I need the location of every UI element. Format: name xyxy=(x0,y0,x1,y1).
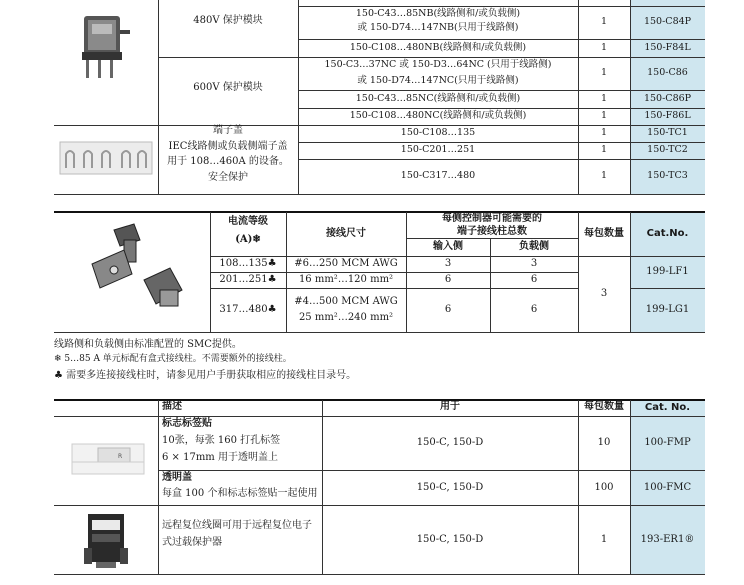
header-cat-no: Cat.No. xyxy=(646,228,689,240)
cat-cell: 150-C86P xyxy=(643,92,692,104)
note-line: ♣ 需要多连接接线柱时，请参见用户手册获取相应的接线柱目录号。 xyxy=(54,370,357,381)
rating-cell: 317…480♣ xyxy=(219,304,277,316)
label-600v: 600V 保护模块 xyxy=(193,81,263,93)
terminal-cover-desc-line: IEC线路侧或负载侧端子盖 xyxy=(168,140,288,152)
item-title: 透明盖 xyxy=(162,472,192,484)
terminal-cover-desc-line: 用于 108…460A 的设备。 xyxy=(167,155,289,167)
load-cell: 6 xyxy=(530,274,538,286)
part-cell: 150-C3…37NC 或 150-D3…64NC (只用于线路侧) xyxy=(324,58,552,70)
rating-cell: 108…135♣ xyxy=(219,258,277,270)
marker-labels-image xyxy=(68,440,148,478)
cat-cell: 150-TC2 xyxy=(647,144,688,156)
item-desc-line: 每盒 100 个和标志标签贴一起使用 xyxy=(162,488,318,500)
input-cell: 6 xyxy=(444,304,452,316)
part-cell: 150-C108…135 xyxy=(400,127,476,139)
note-line: 线路侧和负载侧由标准配置的 SMC提供。 xyxy=(54,339,242,350)
rating-cell: 201…251♣ xyxy=(219,274,277,286)
input-cell: 3 xyxy=(444,258,452,270)
cat-cell: 193-ER1® xyxy=(640,533,695,545)
part-cell: 150-C108…480NB(线路侧和/或负载侧) xyxy=(349,41,527,53)
cat-cell: 199-LG1 xyxy=(645,304,690,316)
wire-cell: 25 mm²…240 mm² xyxy=(298,312,394,324)
header-wire-size: 接线尺寸 xyxy=(326,228,366,240)
item-desc-line: 6 × 17mm 用于透明盖上 xyxy=(162,452,278,464)
qty-cell: 1 xyxy=(600,92,608,104)
part-cell: 150-C43…85NC(线路侧和/或负载侧) xyxy=(355,92,521,104)
qty-cell: 10 xyxy=(597,437,611,449)
header-current-rating: 电流等级 xyxy=(228,216,268,228)
cat-cell: 199-LF1 xyxy=(646,266,689,278)
qty-cell: 1 xyxy=(600,127,608,139)
used-for-cell: 150-C, 150-D xyxy=(416,437,484,449)
cat-cell: 100-FMC xyxy=(643,481,692,493)
header-cat-no: Cat. No. xyxy=(644,402,691,414)
cat-cell: 150-TC1 xyxy=(647,127,688,139)
terminal-cover-image xyxy=(60,138,152,178)
qty-cell: 100 xyxy=(594,481,614,493)
item-desc-line: 10张，每张 160 打孔标签 xyxy=(162,435,281,447)
part-cell: 或 150-D74…147NB(只用于线路侧) xyxy=(357,21,519,33)
item-desc-line: 远程复位线圈可用于远程复位电子 xyxy=(162,520,312,532)
header-load-side: 负载侧 xyxy=(519,241,549,253)
label-480v: 480V 保护模块 xyxy=(193,15,263,27)
wire-cell: #6…250 MCM AWG xyxy=(294,258,398,270)
header-pack-qty: 每包数量 xyxy=(584,228,624,240)
cat-cell: 100-FMP xyxy=(644,437,691,449)
part-cell: 150-C108…480NC(线路侧和/或负载侧) xyxy=(349,110,527,122)
qty-cell: 1 xyxy=(600,16,608,28)
header-desc: 描述 xyxy=(162,400,182,412)
qty-cell: 1 xyxy=(600,41,608,53)
item-title: 标志标签贴 xyxy=(162,418,212,430)
header-terminals-line2: 端子接线柱总数 xyxy=(457,225,527,237)
load-cell: 6 xyxy=(530,304,538,316)
part-cell: 或 150-D74…147NC(只用于线路侧) xyxy=(357,74,519,86)
header-terminals-line1: 每侧控制器可能需要的 xyxy=(442,212,542,224)
terminal-cover-desc-line: 安全保护 xyxy=(208,171,248,183)
header-pack-qty: 每包数量 xyxy=(584,401,624,413)
item-desc-line: 式过载保护器 xyxy=(162,537,222,549)
protection-module-image xyxy=(72,12,134,82)
svg-text:R: R xyxy=(118,453,123,460)
note-line: ❄ 5…85 A 单元标配有盒式接线柱。不需要额外的接线柱。 xyxy=(54,354,292,364)
pack-qty-cell: 3 xyxy=(600,288,608,300)
qty-cell: 1 xyxy=(600,144,608,156)
wire-cell: 16 mm²…120 mm² xyxy=(298,274,394,286)
qty-cell: 1 xyxy=(600,110,608,122)
header-current-rating-unit: (A)❄ xyxy=(235,234,261,246)
qty-cell: 1 xyxy=(600,67,608,79)
used-for-cell: 150-C, 150-D xyxy=(416,533,484,545)
cat-cell: 150-C84P xyxy=(643,16,692,28)
cat-cell: 150-F86L xyxy=(644,110,691,122)
cat-cell: 150-F84L xyxy=(644,41,691,53)
part-cell: 150-C201…251 xyxy=(400,144,476,156)
terminal-cover-title: 端子盖 xyxy=(213,124,243,136)
part-cell: 150-C43…85NB(线路侧和/或负载侧) xyxy=(355,7,521,19)
wire-cell: #4…500 MCM AWG xyxy=(294,296,398,308)
terminal-lug-image xyxy=(84,220,194,320)
qty-cell: 1 xyxy=(600,170,608,182)
cat-cell: 150-C86 xyxy=(647,67,688,79)
used-for-cell: 150-C, 150-D xyxy=(416,481,484,493)
load-cell: 3 xyxy=(530,258,538,270)
header-used-for: 用于 xyxy=(440,401,460,413)
cat-cell: 150-TC3 xyxy=(647,170,688,182)
remote-reset-coil-image xyxy=(80,510,132,570)
input-cell: 6 xyxy=(444,274,452,286)
qty-cell: 1 xyxy=(600,533,608,545)
header-input-side: 输入侧 xyxy=(433,241,463,253)
part-cell: 150-C317…480 xyxy=(400,170,476,182)
